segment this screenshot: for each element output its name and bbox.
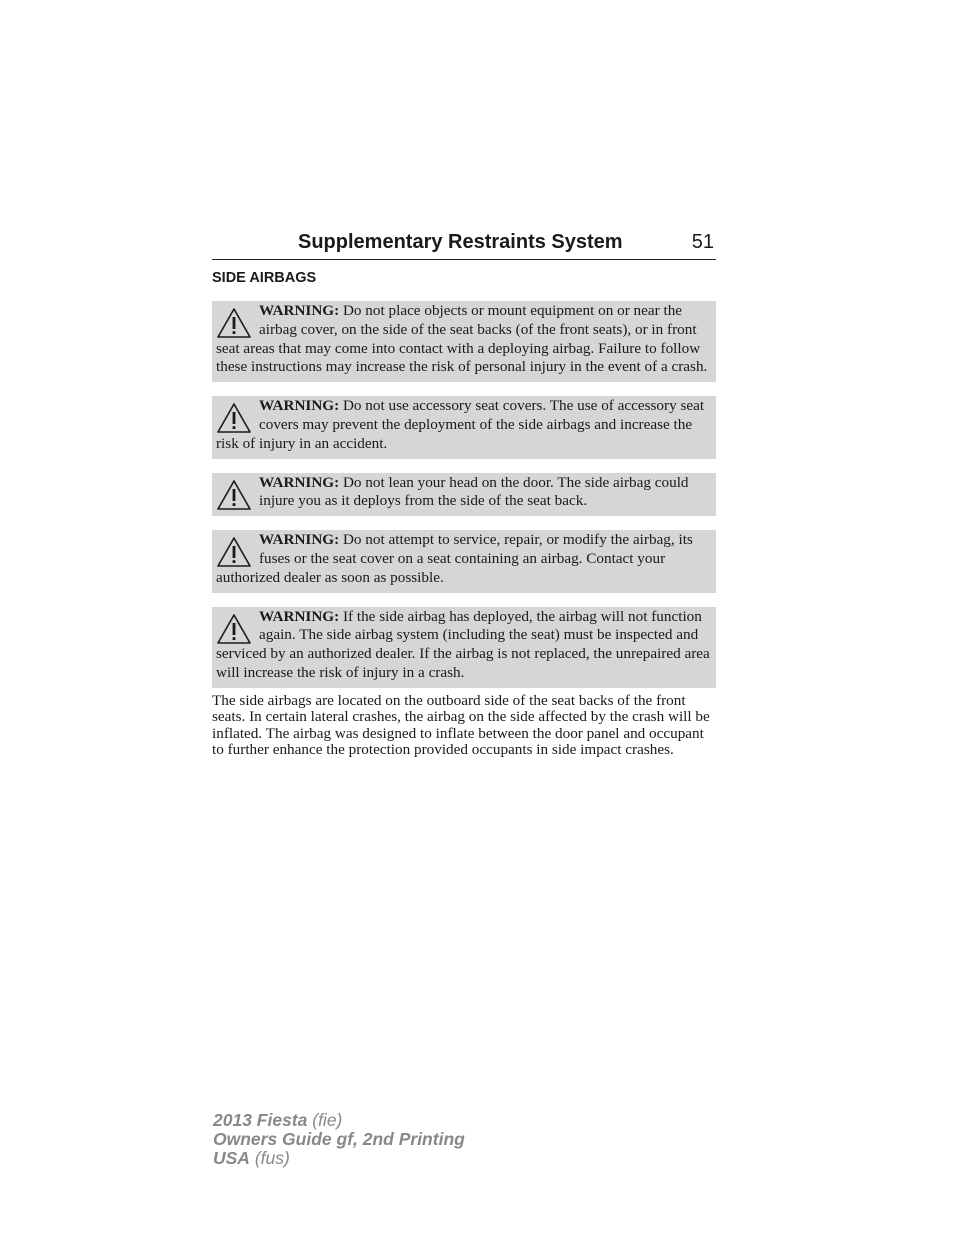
footer-region: USA	[213, 1148, 250, 1168]
warning-triangle-icon	[216, 536, 252, 568]
warning-box-1	[212, 301, 716, 382]
page-number: 51	[691, 231, 714, 253]
footer-line-region	[213, 1149, 465, 1168]
warning-text: Do not attempt to service, repair, or modify the airbag, its fuses or the seat cover on a seat containing an airbag. Contact your authorized dealer as soon as possible.	[216, 531, 693, 586]
warning-label: WARNING:	[259, 531, 343, 549]
footer-model: 2013 Fiesta	[213, 1110, 308, 1130]
warning-triangle-icon	[216, 307, 252, 339]
warning-label: WARNING:	[259, 607, 343, 625]
warning-box-4	[212, 530, 716, 592]
warning-text: Do not place objects or mount equipment on or near the airbag cover, on the side of the seat backs (of the front seats), or in front seat areas that may come into contact with a deploying airbag. Failure to follow these instructions may increase the risk of personal injury in the event of a crash.	[216, 302, 708, 376]
section-title: SIDE AIRBAGS	[212, 270, 317, 286]
page-header	[212, 229, 716, 260]
warning-label: WARNING:	[259, 473, 343, 491]
document-footer	[213, 1111, 465, 1168]
footer-guide: Owners Guide gf, 2nd Printing	[213, 1129, 465, 1149]
warning-triangle-icon	[216, 402, 252, 434]
warning-box-2	[212, 396, 716, 458]
warning-label: WARNING:	[259, 302, 343, 319]
warning-text: Do not use accessory seat covers. The use of accessory seat covers may prevent the deployment of the side airbags and increase the risk of injury in an accident.	[216, 397, 705, 452]
warning-box-3	[212, 473, 716, 517]
page-content	[212, 229, 716, 759]
warning-triangle-icon	[216, 613, 252, 645]
warning-box-5	[212, 607, 716, 688]
footer-region-code: (fus)	[249, 1148, 290, 1168]
warning-text: If the side airbag has deployed, the airbag will not function again. The side airbag system (including the seat) must be inspected and serviced by an authorized dealer. If the airbag is not replaced, the unrepaired area will increase the risk of injury in a crash.	[216, 607, 710, 681]
body-paragraph: The side airbags are located on the outboard side of the seat backs of the front seats. In certain lateral crashes, the airbag on the side affected by the crash will be inflated. The airbag was designed to inflate between the door panel and occupant to further enhance the protection provided occupants in side impact crashes.	[212, 691, 710, 759]
warning-label: WARNING:	[259, 397, 343, 415]
warning-triangle-icon	[216, 479, 252, 511]
footer-line-model	[213, 1111, 465, 1130]
warning-text: Do not lean your head on the door. The side airbag could injure you as it deploys from the side of the seat back.	[259, 473, 689, 510]
chapter-title: Supplementary Restraints System	[298, 231, 623, 253]
footer-model-code: (fie)	[307, 1110, 343, 1130]
